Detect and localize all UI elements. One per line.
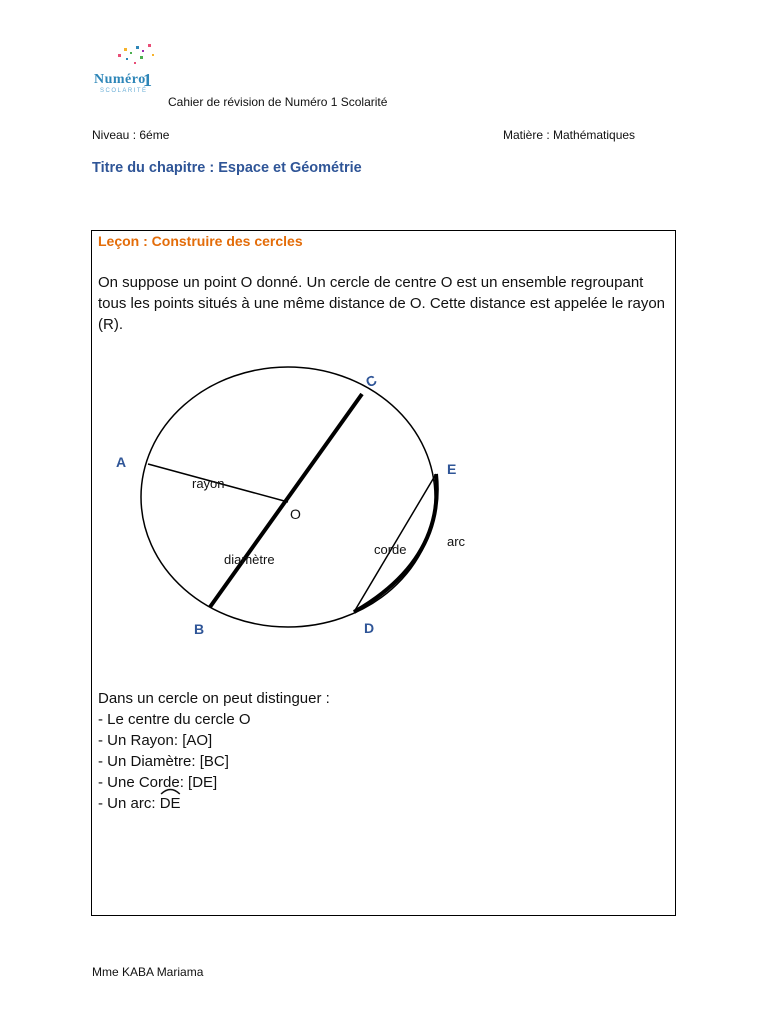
list-intro: Dans un cercle on peut distinguer : xyxy=(98,690,330,707)
point-d-label: D xyxy=(364,620,375,636)
arc-label: arc xyxy=(447,534,466,549)
point-a-label: A xyxy=(116,454,127,470)
point-b-label: B xyxy=(194,621,205,637)
diametre-label: diamètre xyxy=(224,552,275,567)
corde-label: corde xyxy=(374,542,407,557)
footer-author: Mme KABA Mariama xyxy=(92,965,204,979)
arc-hat-icon xyxy=(160,787,181,795)
lesson-list xyxy=(98,688,330,814)
lesson-title: Leçon : Construire des cercles xyxy=(98,233,303,249)
niveau-label: Niveau : 6éme xyxy=(92,128,170,142)
logo-sub: SCOLARITÉ xyxy=(100,88,148,94)
logo-word: Numéro xyxy=(94,72,146,87)
point-c-label: C xyxy=(363,371,380,391)
arc-item-letters: DE xyxy=(159,795,181,812)
rayon-label: rayon xyxy=(192,476,225,491)
header-title: Cahier de révision de Numéro 1 Scolarité xyxy=(168,95,388,109)
chapter-title: Titre du chapitre : Espace et Géométrie xyxy=(92,160,362,176)
list-item-arc xyxy=(98,793,330,814)
arc-item-prefix: - Un arc: xyxy=(98,795,160,812)
point-e-label: E xyxy=(447,461,457,477)
lesson-intro: On suppose un point O donné. Un cercle de centre O est un ensemble regroupant tous les points situés à une même distance de O. Cette distance est appelée le rayon (R). xyxy=(98,274,665,333)
list-item: - Une Corde: [DE] xyxy=(98,774,218,791)
logo-number: 1 xyxy=(143,70,152,90)
list-item: - Le centre du cercle O xyxy=(98,711,251,728)
arc-item-value xyxy=(160,793,181,814)
list-item: - Un Rayon: [AO] xyxy=(98,732,213,749)
diameter-line xyxy=(210,394,362,607)
list-item: - Un Diamètre: [BC] xyxy=(98,753,229,770)
point-o-label: O xyxy=(290,506,301,522)
matiere-label: Matière : Mathématiques xyxy=(503,128,636,142)
